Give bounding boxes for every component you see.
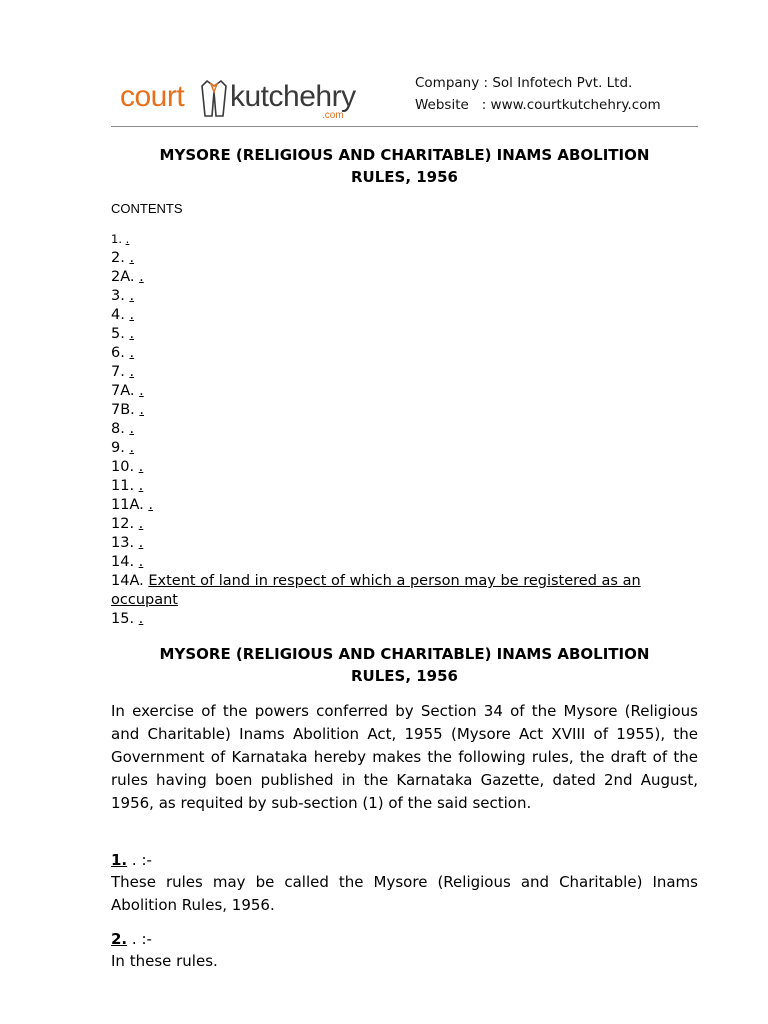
section-2-body: In these rules. (111, 952, 218, 970)
logo-kutchehry-text: kutchehry (230, 80, 356, 113)
company-info (415, 72, 661, 116)
toc-item: 3. . (111, 288, 135, 304)
toc-item: 13. . (111, 535, 144, 551)
toc-item: 11A. . (111, 497, 153, 513)
header-divider (111, 126, 698, 127)
toc-item: 14. . (111, 554, 144, 570)
toc-link[interactable]: . (138, 554, 144, 570)
toc-link[interactable]: . (129, 364, 135, 380)
toc-link[interactable]: . (129, 421, 135, 437)
toc-link[interactable]: . (148, 497, 153, 513)
toc-item: 15. . (111, 611, 144, 627)
toc-link[interactable]: . (138, 459, 144, 475)
toc-item: 2A. . (111, 269, 144, 285)
toc-link[interactable]: . (139, 383, 144, 399)
toc-link[interactable]: . (129, 307, 135, 323)
toc-item: 4. . (111, 307, 135, 323)
toc-item: 5. . (111, 326, 135, 342)
toc-item: 14A. Extent of land in respect of which a person may be registered as an occupant (111, 573, 641, 608)
toc-link[interactable]: . (138, 535, 144, 551)
toc-item: 7A. . (111, 383, 144, 399)
toc-link[interactable]: . (129, 440, 135, 456)
toc-link[interactable]: . (139, 402, 145, 418)
lawyer-robe-icon (198, 78, 230, 118)
section-2-heading: 2. . :- (111, 930, 152, 948)
company-row: Company : Sol Infotech Pvt. Ltd. (415, 75, 633, 91)
section-number[interactable]: 1. (111, 851, 128, 869)
toc-link[interactable]: Extent of land in respect of which a person may be registered as an occupant (111, 573, 641, 608)
body-title: MYSORE (RELIGIOUS AND CHARITABLE) INAMS ABOLITION RULES, 1956 (159, 645, 650, 685)
toc-item: 11. . (111, 478, 144, 494)
section-1-heading: 1. . :- (111, 851, 152, 869)
logo-com-text: .com (322, 110, 344, 121)
toc-link[interactable]: . (138, 611, 144, 627)
toc-item: 9. . (111, 440, 135, 456)
toc-item: 12. . (111, 516, 144, 532)
toc-item: 7B. . (111, 402, 145, 418)
toc-item: 6. . (111, 345, 135, 361)
logo-court-text: court (120, 80, 185, 113)
document-title: MYSORE (RELIGIOUS AND CHARITABLE) INAMS ABOLITION RULES, 1956 (159, 146, 650, 186)
section-1-body: These rules may be called the Mysore (Religious and Charitable) Inams Abolition Rules, 1956. (111, 873, 698, 914)
toc-link[interactable]: . (129, 326, 135, 342)
toc-item: 1. . (111, 232, 130, 246)
table-of-contents (111, 230, 701, 629)
toc-link[interactable]: . (125, 232, 130, 246)
toc-link[interactable]: . (139, 269, 144, 285)
toc-link[interactable]: . (138, 478, 144, 494)
toc-item: 8. . (111, 421, 135, 437)
toc-link[interactable]: . (129, 288, 135, 304)
toc-link[interactable]: . (138, 516, 144, 532)
intro-paragraph: In exercise of the powers conferred by Section 34 of the Mysore (Religious and Charitable) Inams Abolition Act, 1955 (Mysore Act XVIII of 1955), the Government of Karnataka hereby makes the following rules, the draft of the rules having boen published in the Karnataka Gazette, dated 2nd August, 1956, as requited by sub-section (1) of the said section. (111, 702, 698, 812)
courtkutchehry-logo[interactable] (120, 76, 380, 124)
toc-item: 10. . (111, 459, 144, 475)
toc-link[interactable]: . (129, 345, 135, 361)
website-row: Website : www.courtkutchehry.com (415, 97, 661, 113)
section-number[interactable]: 2. (111, 930, 128, 948)
contents-label: CONTENTS (111, 201, 183, 216)
toc-item: 2. . (111, 250, 135, 266)
toc-link[interactable]: . (129, 250, 135, 266)
toc-item: 7. . (111, 364, 135, 380)
